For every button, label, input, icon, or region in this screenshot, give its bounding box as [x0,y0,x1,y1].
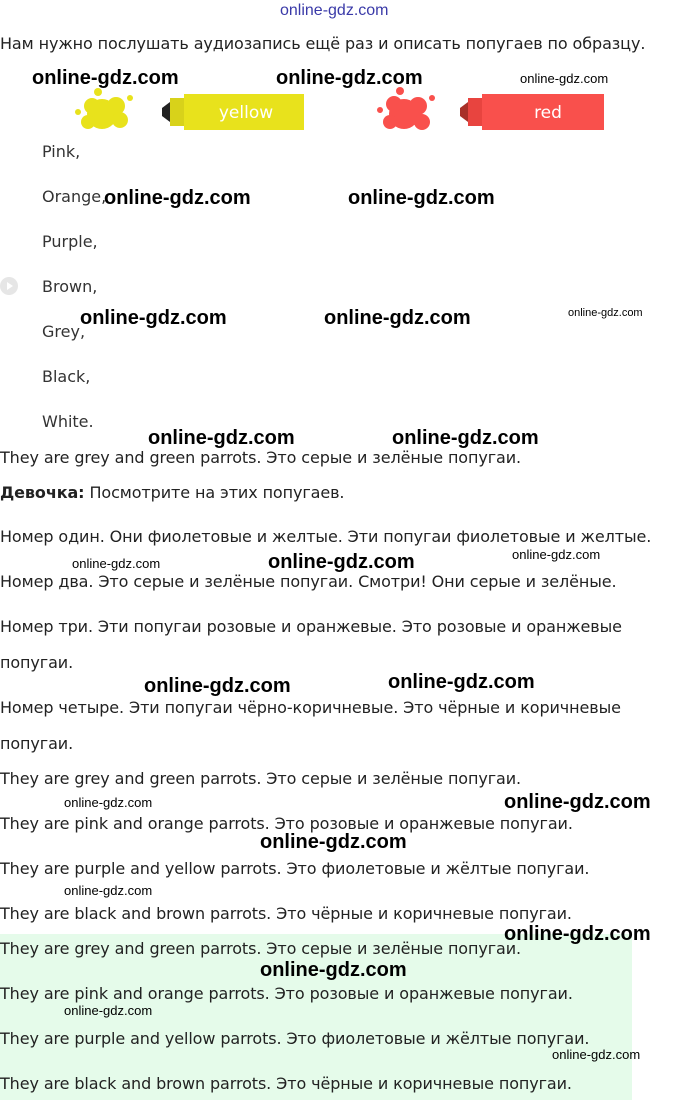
watermark: online-gdz.com [72,556,161,571]
watermark: online-gdz.com [512,547,601,562]
number-three-line: Номер три. Эти попугаи розовые и оранжевые. Это розовые и оранжевые [0,617,622,636]
watermark: online-gdz.com [80,307,227,329]
red-marker-icon [460,94,604,130]
watermark: online-gdz.com [348,187,495,209]
number-three-line-cont: попугаи. [0,653,74,672]
sentence-purple-yellow: They are purple and yellow parrots. Это фиолетовые и жёлтые попугаи. [0,859,590,878]
yellow-marker-icon [162,94,304,130]
number-two-line: Номер два. Это серые и зелёные попугаи. Смотри! Они серые и зелёные. [0,572,617,591]
yellow-label: yellow [218,103,274,123]
watermark: online-gdz.com [144,675,291,697]
girl-text: Посмотрите на этих попугаев. [84,483,345,502]
watermark: online-gdz.com [504,791,651,813]
red-marker-illustration [370,86,610,138]
yellow-splash-icon [75,88,133,129]
sentence-grey-green: They are grey and green parrots. Это серые и зелёные попугаи. [0,769,522,788]
number-four-line-cont: попугаи. [0,734,74,753]
audio-play-icon[interactable] [0,277,18,295]
answer-purple-yellow: They are purple and yellow parrots. Это фиолетовые и жёлтые попугаи. [0,1029,590,1048]
watermark: online-gdz.com [504,923,651,945]
watermark: online-gdz.com [276,67,423,89]
intro-text: Нам нужно послушать аудиозапись ещё раз и описать попугаев по образцу. [0,34,646,53]
color-word-white: White. [42,412,94,431]
sentence-pink-orange: They are pink and orange parrots. Это розовые и оранжевые попугаи. [0,814,573,833]
sentence-black-brown: They are black and brown parrots. Это чёрные и коричневые попугаи. [0,904,572,923]
watermark: online-gdz.com [32,67,179,89]
color-word-purple: Purple, [42,232,98,251]
red-splash-icon [377,87,435,130]
watermark: online-gdz.com [324,307,471,329]
watermark: online-gdz.com [388,671,535,693]
number-four-line: Номер четыре. Эти попугаи чёрно-коричневые. Это чёрные и коричневые [0,698,621,717]
color-word-brown: Brown, [42,277,98,296]
color-word-orange: Orange, [42,187,107,206]
site-link[interactable]: online-gdz.com [280,2,389,19]
watermark: online-gdz.com [260,831,407,853]
watermark: online-gdz.com [64,795,153,810]
color-word-pink: Pink, [42,142,81,161]
answer-pink-orange: They are pink and orange parrots. Это розовые и оранжевые попугаи. [0,984,573,1003]
speaker-label: Девочка: [0,483,85,502]
watermark: online-gdz.com [520,71,609,86]
watermark: online-gdz.com [268,551,415,573]
watermark: online-gdz.com [568,307,643,319]
watermark: online-gdz.com [392,427,539,449]
answer-grey-green: They are grey and green parrots. Это серые и зелёные попугаи. [0,939,522,958]
number-one-line: Номер один. Они фиолетовые и желтые. Эти попугаи фиолетовые и желтые. [0,527,652,546]
girl-line [0,483,344,502]
yellow-marker-illustration [70,86,310,138]
watermark: online-gdz.com [64,883,153,898]
red-label: red [534,103,562,123]
watermark: online-gdz.com [104,187,251,209]
watermark: online-gdz.com [260,959,407,981]
watermark: online-gdz.com [148,427,295,449]
watermark: online-gdz.com [552,1047,641,1062]
color-word-black: Black, [42,367,91,386]
answer-black-brown: They are black and brown parrots. Это чёрные и коричневые попугаи. [0,1074,572,1093]
watermark: online-gdz.com [64,1003,153,1018]
color-word-grey: Grey, [42,322,86,341]
example-sentence: They are grey and green parrots. Это серые и зелёные попугаи. [0,448,522,467]
